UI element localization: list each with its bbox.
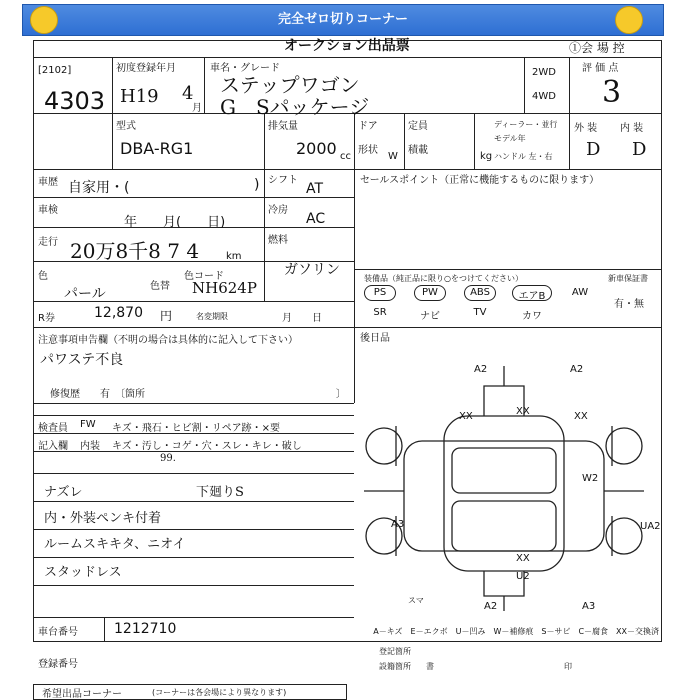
equipment-navi: ナビ [420, 311, 440, 322]
shape-label: 形状 [358, 145, 378, 156]
color-value: パール [64, 286, 106, 302]
chassis-value: 1212710 [114, 621, 177, 637]
reg-year: H19 [120, 86, 159, 107]
fw-label: FW [80, 419, 96, 430]
repair-end: 〕 [336, 389, 346, 400]
auction-sheet [33, 38, 662, 671]
displacement-value: 2000 [296, 139, 337, 158]
bear-mascot-icon [615, 6, 643, 34]
month-unit: 月 [192, 103, 202, 114]
inspection-value: 年 月( 日) [124, 215, 226, 230]
right-label-4: 印 [564, 662, 572, 671]
banner-title: 完全ゼロ切りコーナー [277, 12, 408, 27]
model-year-label: モデル年 [494, 134, 526, 143]
drive-4wd: 4WD [532, 91, 556, 102]
diagram-label-u2: U2 [516, 571, 530, 582]
equipment-abs: ABS [470, 287, 490, 298]
mileage-value: 20万8千8 7 4 [70, 239, 200, 263]
owner-label: 車歴 [38, 177, 58, 188]
repair-label: 修復歴 有 〔箇所 [50, 389, 145, 400]
mileage-label: 走行 [38, 237, 58, 248]
diagram-label-w2: W2 [582, 473, 599, 484]
remark-line-5: 下廻りS [196, 485, 244, 500]
score-value: 3 [602, 75, 622, 110]
color-change-label: 色替 [150, 281, 170, 292]
color-label: 色 [38, 271, 48, 282]
wish-note: (コーナーは各会場により異なります) [152, 688, 287, 697]
equipment-pw: PW [422, 287, 438, 298]
diagram-label-xx-2: XX [516, 406, 530, 417]
remark-line-4: スタッドレス [44, 565, 122, 580]
equipment-airbag: エアB [518, 291, 546, 302]
ac-label: 冷房 [268, 205, 288, 216]
cc-unit: cc [340, 151, 351, 162]
sheet-title: オークション出品票 [284, 38, 410, 54]
notes-label: 注意事項申告欄（不明の場合は具体的に記入して下さい） [38, 335, 298, 346]
interior-score: D [632, 139, 647, 160]
shift-value: AT [306, 181, 324, 197]
name-change-value: 月 日 [282, 313, 322, 324]
car-grade: G Sパッケージ [220, 95, 370, 119]
entry-label: 記入欄 [38, 441, 68, 452]
recycle-value: 12,870 [94, 305, 143, 321]
lot-code: [2102] [38, 65, 72, 76]
remark-line-3: ルームスキキタ、ニオイ [44, 537, 186, 552]
notes-text: パワステ不良 [40, 352, 124, 368]
diagram-label-a2-bottom: A2 [484, 601, 498, 612]
reg-month: 4 [182, 83, 194, 104]
remark-mark: 99. [160, 453, 176, 464]
diagram-label-a3-left: A3 [391, 519, 405, 530]
load-label: 積載 [408, 145, 428, 156]
owner-value: 自家用・( [68, 180, 130, 196]
chassis-label: 車台番号 [38, 627, 78, 638]
mileage-unit: km [226, 251, 242, 262]
ac-value: AC [306, 211, 326, 227]
color-code-label: 色コード [184, 271, 224, 282]
diagram-label-xx-3: XX [574, 411, 588, 422]
color-code-value: NH624P [192, 279, 257, 297]
fuel-value: ガソリン [284, 262, 340, 278]
sales-point-label: セールスポイント（正常に機能するものに限ります） [360, 175, 600, 186]
recycle-unit: 円 [160, 309, 173, 323]
plate-label: 登録番号 [38, 659, 78, 670]
new-car-warranty-value: 有・無 [614, 299, 644, 310]
recycle-label: R券 [38, 313, 55, 324]
diagram-label-suma: スマ [408, 596, 424, 605]
wish-corner-box [33, 684, 347, 700]
owner-end: ) [254, 177, 260, 193]
equipment-aw: AW [571, 287, 589, 298]
right-label-1: 登記箇所 [379, 647, 411, 656]
diagram-label-xx-1: XX [459, 411, 473, 422]
first-reg-label: 初度登録年月 [116, 63, 176, 74]
remark-line-2: 内・外装ペンキ付着 [44, 511, 162, 526]
interior-entry-label: 内装 [80, 441, 100, 452]
displacement-label: 排気量 [268, 121, 298, 132]
diagram-legend: A－キズ E－エクボ U－凹み W－補修痕 S－サビ C－腐食 XX－交換済 [373, 627, 659, 636]
right-label-3: 書 [426, 662, 434, 671]
handle-label: ハンドル 左・右 [494, 152, 553, 161]
wish-label: 希望出品コーナー [42, 689, 122, 700]
dealer-label: ディーラー・並行 [494, 120, 558, 129]
drive-2wd: 2WD [532, 67, 556, 78]
diagram-label-ua2: UA2 [640, 521, 661, 532]
load-unit: kg [480, 151, 493, 162]
car-name-label: 車名・グレード [210, 63, 280, 74]
shift-label: シフト [268, 175, 298, 186]
right-label-2: 設籍箇所 [379, 662, 411, 671]
after-label: 後日品 [360, 333, 390, 344]
score-label: 評 価 点 [582, 63, 619, 74]
remark-line-1: ナズレ [44, 485, 83, 500]
diagram-label-a2-right: A2 [570, 364, 584, 375]
inspector-label: 検査員 [38, 423, 68, 434]
vehicle-damage-diagram [364, 356, 659, 616]
equipment-ps: PS [373, 287, 387, 298]
diagram-label-xx-4: XX [516, 553, 530, 564]
lot-number: 4303 [44, 87, 106, 115]
diagram-label-a3-bottom: A3 [582, 601, 596, 612]
equipment-kawa: カワ [522, 311, 542, 322]
equipment-label: 装備品（純正品に限り○をつけてください） [364, 274, 523, 283]
model-code: DBA-RG1 [120, 139, 194, 158]
interior-label: 内 装 [620, 123, 644, 134]
model-label: 型式 [116, 121, 136, 132]
new-car-warranty-label: 新車保証書 [608, 274, 648, 283]
equipment-tv: TV [473, 307, 487, 318]
venue-label: ①会 場 控 [569, 41, 625, 55]
name-change-label: 名変期限 [196, 312, 228, 321]
car-name: ステップワゴン [220, 73, 360, 97]
capacity-label: 定員 [408, 121, 428, 132]
exterior-score: D [586, 139, 601, 160]
bear-mascot-icon [30, 6, 58, 34]
fuel-label: 燃料 [268, 235, 288, 246]
door-label: ドア [358, 121, 378, 132]
inspection-label: 車検 [38, 205, 58, 216]
inspector-items: キズ・飛石・ヒビ割・リペア跡・×要 [112, 423, 280, 434]
diagram-label-a2-left: A2 [474, 364, 488, 375]
top-banner [22, 4, 664, 36]
exterior-label: 外 装 [574, 123, 598, 134]
equipment-sr: SR [373, 307, 387, 318]
entry-items: キズ・汚し・コゲ・穴・スレ・キレ・破し [112, 441, 302, 452]
shape-unit: W [388, 151, 398, 162]
